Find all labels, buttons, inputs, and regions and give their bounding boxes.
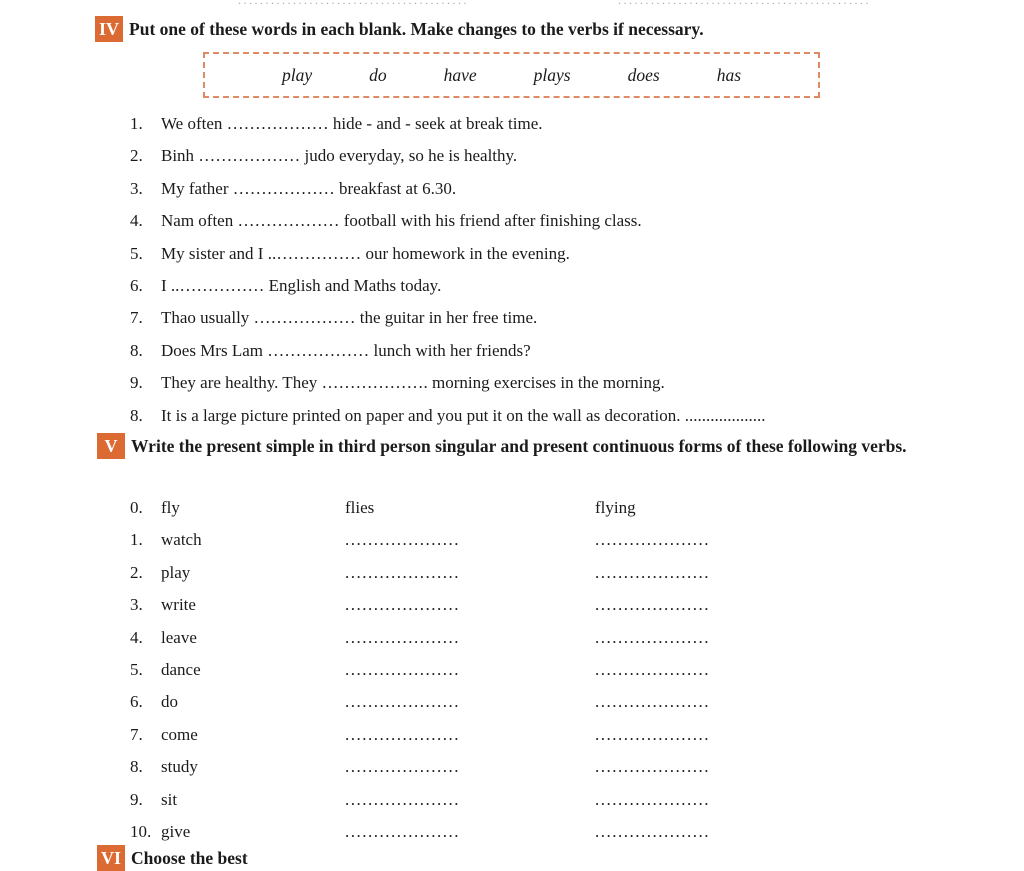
section-v-title: Write the present simple in third person singular and present continuous forms of these following verbs. bbox=[131, 436, 907, 456]
section-iv-title: Put one of these words in each blank. Make changes to the verbs if necessary. bbox=[129, 19, 704, 39]
verb-continuous: .................... bbox=[595, 562, 710, 582]
verb-row bbox=[130, 622, 830, 654]
word-bank-item: do bbox=[369, 64, 387, 85]
verb-base: sit bbox=[161, 789, 178, 809]
verb-continuous: .................... bbox=[595, 757, 710, 777]
item-number: 8. bbox=[130, 340, 143, 360]
verb-continuous: .................... bbox=[595, 530, 710, 550]
verb-third-person: .................... bbox=[345, 595, 460, 615]
verb-base: play bbox=[161, 562, 191, 582]
verb-row bbox=[130, 589, 830, 621]
verb-base: watch bbox=[161, 530, 202, 550]
verb-number: 10. bbox=[130, 822, 152, 842]
section-iv-badge: IV bbox=[95, 16, 123, 42]
verb-number: 6. bbox=[130, 692, 143, 712]
verb-row bbox=[130, 751, 830, 783]
exercise-item bbox=[130, 270, 930, 302]
verb-row bbox=[130, 654, 830, 686]
item-text: Does Mrs Lam ……………… lunch with her friends? bbox=[161, 340, 531, 360]
item-text: They are healthy. They ………………. morning exercises in the morning. bbox=[161, 373, 665, 393]
exercise-item bbox=[130, 302, 930, 334]
word-bank-item: does bbox=[627, 64, 660, 85]
verb-base: do bbox=[161, 692, 178, 712]
verb-third-person: .................... bbox=[345, 562, 460, 582]
top-dotted-remnant-left: .......................................... bbox=[238, 0, 469, 7]
verb-base: study bbox=[161, 757, 198, 777]
verb-base: give bbox=[161, 822, 191, 842]
verb-base: leave bbox=[161, 627, 197, 647]
verb-row bbox=[130, 492, 830, 524]
verb-number: 3. bbox=[130, 595, 143, 615]
item-number: 3. bbox=[130, 178, 143, 198]
exercise-item bbox=[130, 238, 930, 270]
item-text: I ..…………… English and Maths today. bbox=[161, 276, 442, 296]
item-number: 9. bbox=[130, 373, 143, 393]
verb-continuous: flying bbox=[595, 498, 636, 517]
verb-continuous: .................... bbox=[595, 627, 710, 647]
word-bank-item: plays bbox=[533, 64, 571, 85]
item-text: Thao usually ……………… the guitar in her free time. bbox=[161, 308, 538, 328]
verb-continuous: .................... bbox=[595, 595, 710, 615]
verb-number: 2. bbox=[130, 562, 143, 582]
exercise-item bbox=[130, 400, 930, 432]
verb-number: 5. bbox=[130, 660, 143, 680]
verb-third-person: .................... bbox=[345, 757, 460, 777]
verb-third-person: .................... bbox=[345, 822, 460, 842]
verb-third-person: .................... bbox=[345, 724, 460, 744]
verb-row bbox=[130, 784, 830, 816]
item-text: My sister and I ..…………… our homework in the evening. bbox=[161, 243, 570, 263]
verb-base: come bbox=[161, 724, 198, 744]
item-text: Binh ……………… judo everyday, so he is healthy. bbox=[161, 146, 518, 166]
verb-row bbox=[130, 524, 830, 556]
word-bank-item: has bbox=[716, 64, 742, 85]
exercise-item bbox=[130, 140, 930, 172]
item-number: 1. bbox=[130, 114, 143, 133]
verb-row bbox=[130, 686, 830, 718]
section-iv-header bbox=[95, 16, 975, 42]
section-vi-header bbox=[97, 845, 937, 871]
item-text: Nam often ……………… football with his friend after finishing class. bbox=[161, 211, 642, 231]
exercise-item bbox=[130, 335, 930, 367]
word-bank-item: have bbox=[443, 64, 477, 85]
verb-third-person: flies bbox=[345, 498, 375, 517]
section-v-badge: V bbox=[97, 433, 125, 459]
verb-number: 4. bbox=[130, 627, 143, 647]
verb-continuous: .................... bbox=[595, 822, 710, 842]
verb-number: 9. bbox=[130, 789, 143, 809]
section-vi-title: Choose the best bbox=[131, 848, 248, 868]
section-v-header bbox=[97, 433, 937, 460]
word-bank-item: play bbox=[281, 64, 313, 85]
verb-base: fly bbox=[161, 498, 180, 517]
verb-continuous: .................... bbox=[595, 660, 710, 680]
verb-number: 7. bbox=[130, 724, 143, 744]
exercise-item bbox=[130, 205, 930, 237]
verb-base: write bbox=[161, 595, 196, 615]
exercise-list-iv bbox=[130, 108, 930, 432]
word-bank bbox=[203, 52, 820, 98]
item-number: 7. bbox=[130, 308, 143, 328]
item-text: My father ……………… breakfast at 6.30. bbox=[161, 178, 457, 198]
verb-third-person: .................... bbox=[345, 660, 460, 680]
item-text: We often ……………… hide - and - seek at break time. bbox=[161, 114, 543, 133]
verb-number: 8. bbox=[130, 757, 143, 777]
verb-continuous: .................... bbox=[595, 789, 710, 809]
verb-row bbox=[130, 557, 830, 589]
exercise-item bbox=[130, 367, 930, 399]
verb-row bbox=[130, 719, 830, 751]
section-vi-badge: VI bbox=[97, 845, 125, 871]
verb-third-person: .................... bbox=[345, 692, 460, 712]
verb-row bbox=[130, 816, 830, 848]
item-number: 6. bbox=[130, 276, 143, 296]
verb-number: 0. bbox=[130, 498, 143, 517]
item-number: 4. bbox=[130, 211, 143, 231]
verb-third-person: .................... bbox=[345, 530, 460, 550]
top-dotted-remnant-right: .............................................. bbox=[618, 0, 871, 7]
verb-table bbox=[130, 492, 830, 848]
item-number: 5. bbox=[130, 243, 143, 263]
item-number: 8. bbox=[130, 405, 143, 425]
item-text: It is a large picture printed on paper and you put it on the wall as decoration. ................... bbox=[161, 405, 766, 425]
exercise-item bbox=[130, 173, 930, 205]
verb-continuous: .................... bbox=[595, 692, 710, 712]
verb-base: dance bbox=[161, 660, 201, 680]
item-number: 2. bbox=[130, 146, 143, 166]
verb-third-person: .................... bbox=[345, 627, 460, 647]
verb-number: 1. bbox=[130, 530, 143, 550]
exercise-item bbox=[130, 108, 930, 140]
verb-continuous: .................... bbox=[595, 724, 710, 744]
verb-third-person: .................... bbox=[345, 789, 460, 809]
